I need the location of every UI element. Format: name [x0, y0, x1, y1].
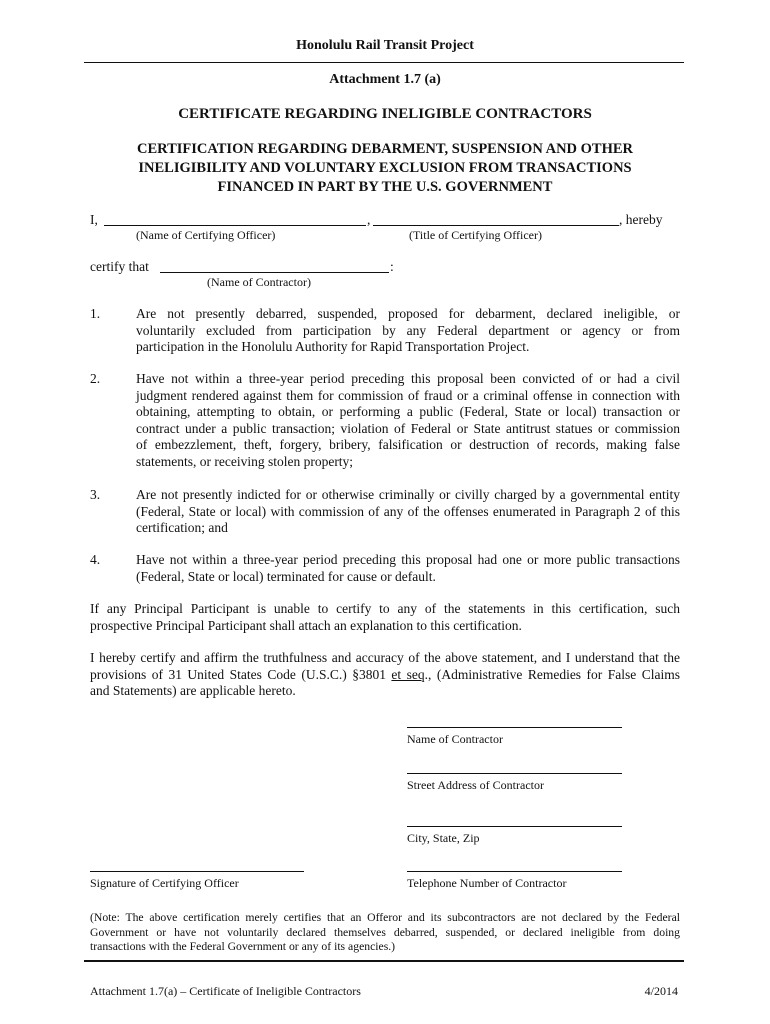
city-state-zip-field[interactable] — [407, 826, 622, 827]
item-line: obtaining, attempting to obtain, or performing a public (Federal, State or local) transaction or — [136, 404, 680, 419]
subtitle-line: INELIGIBILITY AND VOLUNTARY EXCLUSION FROM TRANSACTIONS — [138, 160, 632, 176]
officer-prefix: I, — [90, 212, 98, 227]
list-item — [136, 487, 680, 537]
attachment-label: Attachment 1.7 (a) — [329, 72, 441, 87]
name-of-contractor-label: Name of Contractor — [407, 732, 503, 746]
certificate-title: CERTIFICATE REGARDING INELIGIBLE CONTRACTORS — [178, 106, 592, 122]
paragraph-text: ., (Administrative Remedies for False Claims — [424, 666, 680, 682]
project-title: Honolulu Rail Transit Project — [296, 38, 474, 53]
telephone-field[interactable] — [407, 871, 622, 872]
item-line: (Federal, State or local) terminated for cause or default. — [136, 568, 436, 584]
principal-participant-paragraph — [90, 601, 680, 634]
officer-name-caption: (Name of Certifying Officer) — [136, 228, 276, 242]
street-address-field[interactable] — [407, 773, 622, 774]
footer-left-text: Attachment 1.7(a) – Certificate of Ineligible Contractors — [90, 984, 361, 998]
paragraph-text: provisions of 31 United States Code (U.S.C.) §3801 — [90, 666, 392, 682]
subtitle-line: FINANCED IN PART BY THE U.S. GOVERNMENT — [217, 179, 553, 195]
list-item — [136, 306, 680, 356]
contractor-caption: (Name of Contractor) — [207, 275, 311, 289]
item-line: statements, or receiving stolen property; — [136, 453, 354, 469]
paragraph-line: prospective Principal Participant shall attach an explanation to this certification. — [90, 617, 522, 633]
note-line: Government or have not voluntarily declared themselves debarred, suspended, or declared ineligible from doing — [90, 925, 680, 939]
certificate-subtitle — [0, 140, 770, 197]
item-line: participation in the Honolulu Authority for Rapid Transportation Project. — [136, 339, 530, 354]
list-item — [136, 371, 680, 470]
list-item — [136, 552, 680, 585]
street-address-label: Street Address of Contractor — [407, 778, 544, 792]
item-line: (Federal, State or local) with commission of any of the offenses enumerated in Paragraph 2 of this — [136, 503, 680, 519]
note-line: transactions with the Federal Government or any of its agencies.) — [90, 940, 396, 953]
paragraph-line: I hereby certify and affirm the truthfulness and accuracy of the above statement, and I understand that the — [90, 650, 680, 665]
header-rule — [84, 62, 684, 63]
affirmation-paragraph — [90, 650, 680, 700]
item-number: 1. — [90, 306, 101, 321]
paragraph-line — [90, 667, 680, 684]
telephone-label: Telephone Number of Contractor — [407, 876, 567, 890]
et-seq-text: et seq — [391, 666, 425, 682]
item-line: Are not presently indicted for or otherwise criminally or civilly charged by a governmental entity — [136, 487, 680, 502]
paragraph-line: If any Principal Participant is unable to certify to any of the statements in this certification, such — [90, 601, 680, 616]
note-paragraph — [90, 911, 680, 955]
certifying-officer-title-field[interactable] — [373, 225, 619, 226]
contractor-suffix: : — [390, 259, 394, 274]
officer-title-caption: (Title of Certifying Officer) — [409, 228, 542, 242]
item-number: 2. — [90, 371, 101, 386]
subtitle-line: CERTIFICATION REGARDING DEBARMENT, SUSPENSION AND OTHER — [136, 141, 634, 157]
item-number: 4. — [90, 552, 101, 567]
city-state-zip-label: City, State, Zip — [407, 831, 480, 845]
item-number: 3. — [90, 487, 101, 502]
officer-comma: , — [367, 212, 371, 227]
paragraph-line: and Statements) are applicable hereto. — [90, 683, 296, 698]
item-line: Have not within a three-year period preceding this proposal been convicted of or had a civil — [136, 371, 680, 386]
item-line: contract under a public transaction; violation of Federal or State antitrust statues or commission — [136, 420, 680, 436]
item-line: Have not within a three-year period preceding this proposal had one or more public transactions — [136, 552, 680, 567]
footer-date: 4/2014 — [644, 984, 678, 998]
item-line: of embezzlement, theft, forgery, bribery, falsification or destruction of records, making false — [136, 437, 680, 452]
item-line: voluntarily excluded from participation by any Federal department or agency or from — [136, 322, 680, 338]
footer-rule — [84, 960, 684, 962]
certifying-officer-name-field[interactable] — [104, 225, 366, 226]
note-line: (Note: The above certification merely certifies that an Offeror and its subcontractors are not declared by the Federal — [90, 911, 680, 924]
contractor-prefix: certify that — [90, 259, 149, 274]
officer-suffix: , hereby — [619, 212, 663, 227]
item-line: judgment rendered against them for commission of fraud or a criminal offense in connection with — [136, 387, 680, 403]
item-line: certification; and — [136, 520, 228, 535]
contractor-name-field[interactable] — [160, 272, 389, 273]
item-line: Are not presently debarred, suspended, proposed for debarment, declared ineligible, or — [136, 306, 680, 321]
contractor-name-signature-field[interactable] — [407, 727, 622, 728]
signature-field[interactable] — [90, 871, 304, 872]
signature-label: Signature of Certifying Officer — [90, 876, 239, 890]
